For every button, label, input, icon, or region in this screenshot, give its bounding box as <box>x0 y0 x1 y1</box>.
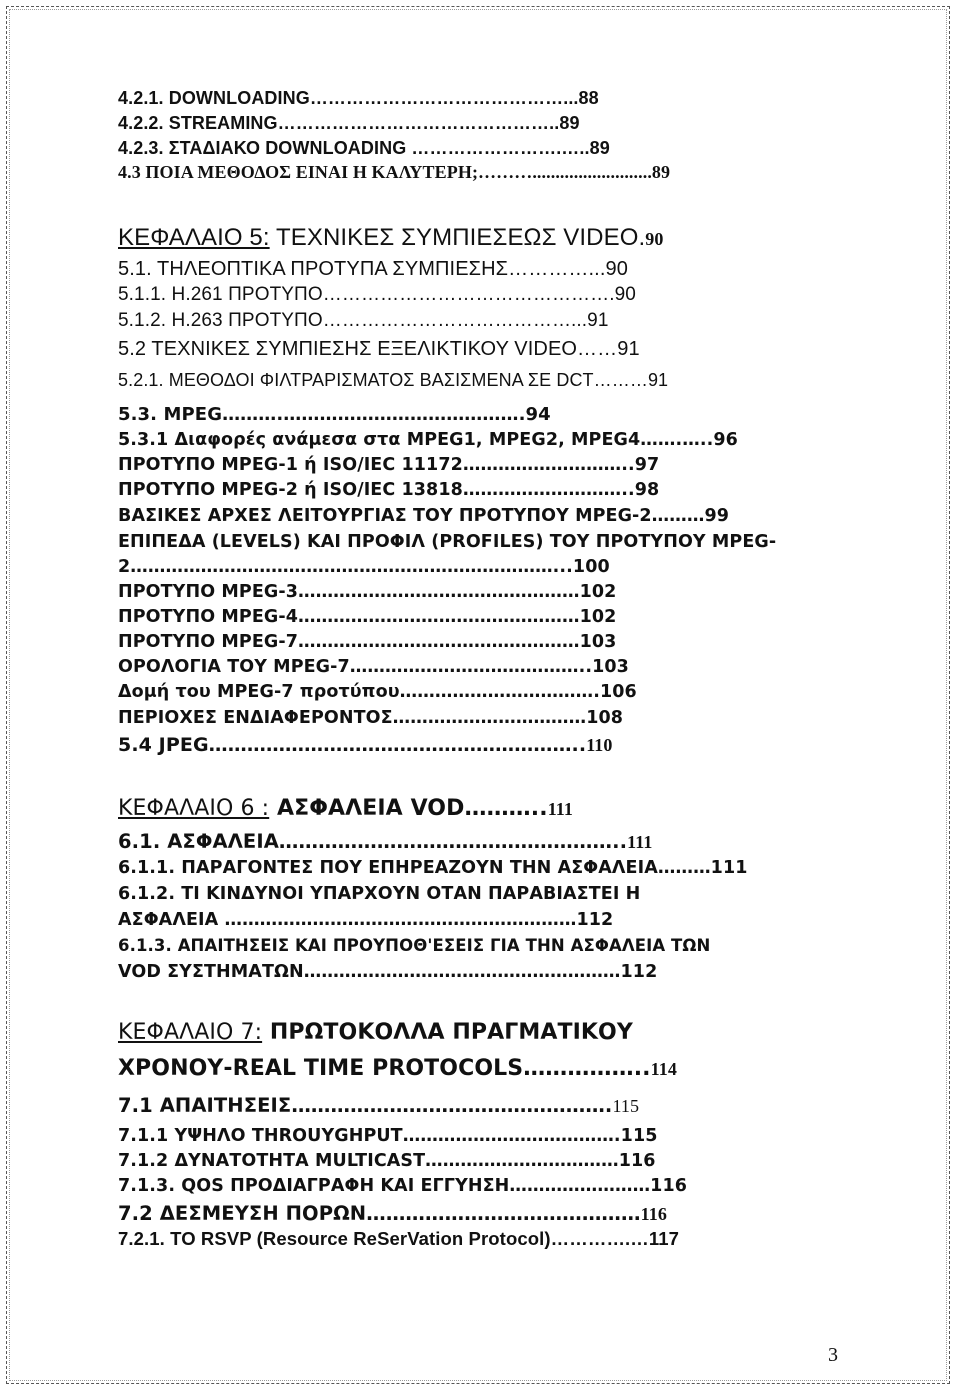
toc-entry-6-1-2: 6.1.2. ΤΙ ΚΙΝΔΥΝΟΙ ΥΠΑΡΧΟΥΝ ΟΤΑΝ ΠΑΡΑΒΙΑΣΤΕΙ Η <box>118 884 641 904</box>
toc-entry-mpeg-7-structure: Δομή του MPEG-7 προτύπου…………………………….106 <box>118 682 637 702</box>
toc-entry-mpeg-3: ΠΡΟΤΥΠΟ MPEG-3…………………………………………102 <box>118 582 617 602</box>
entry-rtp-text: ΧΡΟΝΟΥ-REAL TIME PROTOCOLS…………….. <box>118 1056 651 1081</box>
entry-6-1-text: 6.1. ΑΣΦΑΛΕΙΑ…………………………………………….. <box>118 830 628 853</box>
toc-entry-7-1-1: 7.1.1 ΥΨΗΛΟ THROUYGHPUT……………………………….115 <box>118 1126 658 1146</box>
toc-entry-7-2 <box>118 1202 667 1225</box>
toc-entry-levels-profiles-cont: 2………………………………………………………………...100 <box>118 557 610 577</box>
toc-entry-5-2-1 <box>118 370 668 391</box>
entry-7-2-text: 7.2 ΔΕΣΜΕΥΣΗ ΠΟΡΩΝ…………………………………… <box>118 1202 641 1225</box>
toc-entry-5-3: 5.3. MPEG……….………………………………….94 <box>118 404 551 425</box>
toc-chapter-7 <box>118 1020 633 1045</box>
toc-entry-4-2-1: 4.2.1. DOWNLOADING……………………………………...88 <box>118 88 599 108</box>
toc-entry-7-1-3: 7.1.3. QOS ΠΡΟΔΙΑΓΡΑΦΗ ΚΑΙ ΕΓΓΥΗΣΗ……………………116 <box>118 1176 688 1196</box>
toc-chapter-5 <box>118 224 663 252</box>
toc-entry-real-time-protocols <box>118 1056 677 1081</box>
toc-entry-5-1-2: 5.1.2. H.263 ΠΡΟΤΥΠΟ…………………………………...91 <box>118 310 609 331</box>
toc-entry-5-4 <box>118 734 613 756</box>
toc-entry-6-1 <box>118 830 652 853</box>
toc-entry-mpeg-7: ΠΡΟΤΥΠΟ MPEG-7…………………………………………103 <box>118 632 617 652</box>
toc-entry-7-1 <box>118 1094 639 1117</box>
entry-5-4-page: 110 <box>586 735 613 755</box>
toc-entry-4-2-3: 4.2.3. ΣΤΑΔΙΑΚΟ DOWNLOADING …………………….…..89 <box>118 138 610 158</box>
toc-entry-levels-profiles: ΕΠΙΠΕΔΑ (LEVELS) ΚΑΙ ΠΡΟΦΙΛ (PROFILES) ΤΟΥ ΠΡΟΤΥΠΟΥ MPEG- <box>118 532 777 552</box>
chapter-6-label: ΚΕΦΑΛΑΙΟ 6 : <box>118 796 270 821</box>
toc-entry-7-2-1: 7.2.1. TO RSVP (Resource ReSerVation Protocol)………….…117 <box>118 1228 680 1249</box>
chapter-5-label: ΚΕΦΑΛΑΙΟ 5: <box>118 224 270 251</box>
chapter-5-title: ΤΕΧΝΙΚΕΣ ΣΥΜΠΙΕΣΕΩΣ VIDEO. <box>269 224 646 251</box>
toc-entry-mpeg-2: ΠΡΟΤΥΠΟ MPEG-2 ή ISO/IEC 13818………………………..98 <box>118 480 660 500</box>
toc-entry-mpeg-1: ΠΡΟΤΥΠΟ MPEG-1 ή ISO/IEC 11172………………………..97 <box>118 455 660 475</box>
chapter-5-page: 90 <box>645 229 664 249</box>
entry-5-2-1-page: 91 <box>647 370 669 390</box>
entry-7-2-page: 116 <box>640 1204 667 1224</box>
toc-entry-4-2-2: 4.2.2. STREAMING………………………………………..89 <box>118 113 580 133</box>
toc-entry-5-1-1: 5.1.1. H.261 ΠΡΟΤΥΠΟ……………………………………….90 <box>118 284 636 305</box>
toc-entry-6-1-1: 6.1.1. ΠΑΡΑΓΟΝΤΕΣ ΠΟΥ ΕΠΗΡΕΑΖΟΥΝ ΤΗΝ ΑΣΦΑΛΕΙΑ………111 <box>118 858 748 878</box>
toc-entry-mpeg-2-principles: ΒΑΣΙΚΕΣ ΑΡΧΕΣ ΛΕΙΤΟΥΡΓΙΑΣ ΤΟΥ ΠΡΟΤΥΠΟΥ MPEG-2………99 <box>118 506 730 526</box>
chapter-7-title: ΠΡΩΤΟΚΟΛΛΑ ΠΡΑΓΜΑΤΙΚΟΥ <box>262 1020 633 1045</box>
entry-5-2-page: 91 <box>617 338 640 360</box>
toc-entry-mpeg-7-terms: ΟΡΟΛΟΓΙΑ ΤΟΥ MPEG-7…………………………………..103 <box>118 657 629 677</box>
entry-7-1-page: 115 <box>612 1096 640 1116</box>
entry-5-1-text: 5.1. ΤΗΛΕΟΠΤΙΚΑ ΠΡΟΤΥΠΑ ΣΥΜΠΙΕΣΗΣ…………... <box>118 258 606 280</box>
chapter-6-page: 111 <box>547 799 574 819</box>
entry-7-1-text: 7.1 ΑΠΑΙΤΗΣΕΙΣ…………………………………………. <box>118 1094 613 1117</box>
toc-entry-7-1-2: 7.1.2 ΔΥΝΑΤΟΤΗΤΑ MULTICAST……………………………116 <box>118 1151 656 1171</box>
toc-entry-6-1-3: 6.1.3. ΑΠΑΙΤΗΣΕΙΣ ΚΑΙ ΠΡΟΥΠΟΘ'ΕΣΕΙΣ ΓΙΑ ΤΗΝ ΑΣΦΑΛΕΙΑ ΤΩΝ <box>118 936 711 955</box>
toc-entry-5-2 <box>118 338 640 361</box>
toc-entry-4-3: 4.3 ΠΟΙΑ ΜΕΘΟΔΟΣ ΕΙΝΑΙ Η ΚΑΛΥΤΕΡΗ;………..........................89 <box>118 162 671 182</box>
toc-entry-5-3-1: 5.3.1 Διαφορές ανάμεσα στα MPEG1, MPEG2, MPEG4…….…..96 <box>118 430 738 450</box>
entry-rtp-page: 114 <box>650 1059 677 1079</box>
entry-5-1-page: 90 <box>605 258 628 280</box>
chapter-6-title: ΑΣΦΑΛΕΙΑ VOD……….. <box>269 796 548 821</box>
toc-entry-interest-areas: ΠΕΡΙΟΧΕΣ ΕΝΔΙΑΦΕΡΟΝΤΟΣ……………………………108 <box>118 708 624 728</box>
toc-entry-6-1-3-cont: VOD ΣΥΣΤΗΜΑΤΩΝ………………………………………………112 <box>118 962 658 982</box>
toc-chapter-6 <box>118 796 573 821</box>
page-number: 3 <box>828 1344 838 1366</box>
toc-entry-mpeg-4: ΠΡΟΤΥΠΟ MPEG-4…………………………………………102 <box>118 607 617 627</box>
entry-5-2-text: 5.2 ΤΕΧΝΙΚΕΣ ΣΥΜΠΙΕΣΗΣ ΕΞΕΛΙΚΤΙΚΟΥ VIDEO…… <box>118 338 618 360</box>
chapter-7-label: ΚΕΦΑΛΑΙΟ 7: <box>118 1020 263 1045</box>
toc-entry-6-1-2-cont: ΑΣΦΑΛΕΙΑ ……………………………………………………112 <box>118 910 614 930</box>
entry-6-1-page: 111 <box>627 832 653 852</box>
entry-5-4-text: 5.4 JPEG………………………………………………….. <box>118 734 587 756</box>
entry-5-2-1-text: 5.2.1. ΜΕΘΟΔΟΙ ΦΙΛΤΡΑΡΙΣΜΑΤΟΣ ΒΑΣΙΣΜΕΝΑ ΣΕ DCT……… <box>118 370 648 390</box>
toc-entry-5-1 <box>118 258 628 281</box>
